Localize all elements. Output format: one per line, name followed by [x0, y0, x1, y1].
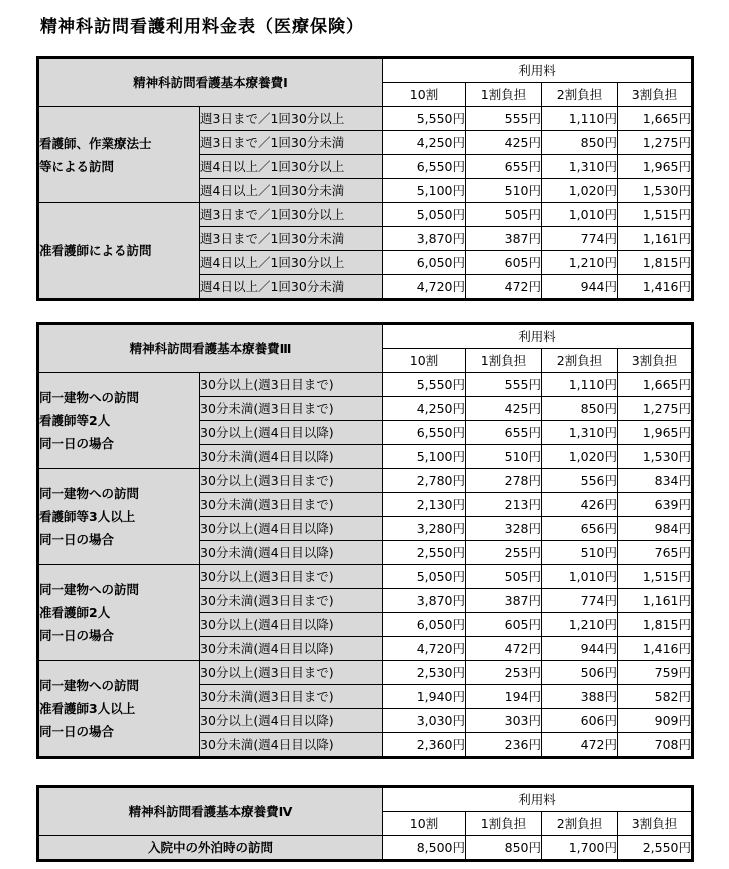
fee-cell: 944円	[542, 637, 618, 661]
fee-cell: 1,965円	[618, 155, 693, 179]
fee-cell: 759円	[618, 661, 693, 685]
fee-table-1	[36, 56, 694, 301]
usage-fee-header: 利用料	[383, 58, 693, 83]
fee-cell: 425円	[466, 397, 542, 421]
group-label-line: 准看護師2人	[39, 605, 111, 620]
fee-cell: 2,360円	[383, 733, 466, 758]
fee-cell: 5,100円	[383, 445, 466, 469]
group-label	[38, 469, 200, 565]
fee-cell: 774円	[542, 589, 618, 613]
fee-cell: 1,210円	[542, 613, 618, 637]
row-label: 入院中の外泊時の訪問	[38, 836, 383, 861]
condition-cell: 週4日以上／1回30分以上	[200, 251, 383, 275]
fee-cell: 1,416円	[618, 637, 693, 661]
fee-cell: 1,665円	[618, 107, 693, 131]
column-header: 3割負担	[618, 83, 693, 107]
column-header: 2割負担	[542, 83, 618, 107]
fee-cell: 1,010円	[542, 203, 618, 227]
fee-cell: 834円	[618, 469, 693, 493]
condition-cell: 30分以上(週3日目まで)	[200, 469, 383, 493]
fee-cell: 1,310円	[542, 421, 618, 445]
group-label	[38, 107, 200, 203]
group-label-line: 同一日の場合	[39, 724, 115, 739]
fee-cell: 387円	[466, 589, 542, 613]
fee-cell: 1,110円	[542, 107, 618, 131]
fee-cell: 555円	[466, 373, 542, 397]
condition-cell: 30分未満(週3日目まで)	[200, 589, 383, 613]
fee-cell: 6,050円	[383, 613, 466, 637]
fee-cell: 850円	[542, 131, 618, 155]
condition-cell: 30分未満(週4日目以降)	[200, 541, 383, 565]
fee-cell: 236円	[466, 733, 542, 758]
table-row	[38, 469, 693, 493]
fee-cell: 1,530円	[618, 445, 693, 469]
fee-cell: 656円	[542, 517, 618, 541]
fee-cell: 3,870円	[383, 227, 466, 251]
column-header: 1割負担	[466, 83, 542, 107]
fee-cell: 909円	[618, 709, 693, 733]
fee-cell: 2,780円	[383, 469, 466, 493]
fee-cell: 8,500円	[383, 836, 466, 861]
column-header: 2割負担	[542, 349, 618, 373]
fee-cell: 194円	[466, 685, 542, 709]
fee-cell: 655円	[466, 421, 542, 445]
section-title: 精神科訪問看護基本療養費Ⅰ	[38, 58, 383, 107]
fee-cell: 1,416円	[618, 275, 693, 300]
column-header: 10割	[383, 83, 466, 107]
fee-cell: 639円	[618, 493, 693, 517]
fee-cell: 944円	[542, 275, 618, 300]
fee-cell: 1,275円	[618, 397, 693, 421]
fee-cell: 5,550円	[383, 373, 466, 397]
fee-cell: 426円	[542, 493, 618, 517]
fee-cell: 1,815円	[618, 613, 693, 637]
fee-cell: 253円	[466, 661, 542, 685]
fee-cell: 1,110円	[542, 373, 618, 397]
group-label-line: 准看護師3人以上	[39, 701, 136, 716]
group-label-line: 看護師等3人以上	[39, 509, 136, 524]
fee-cell: 510円	[542, 541, 618, 565]
column-header: 1割負担	[466, 349, 542, 373]
fee-cell: 255円	[466, 541, 542, 565]
fee-cell: 850円	[466, 836, 542, 861]
condition-cell: 30分未満(週3日目まで)	[200, 685, 383, 709]
fee-cell: 850円	[542, 397, 618, 421]
fee-cell: 1,530円	[618, 179, 693, 203]
condition-cell: 週3日まで／1回30分未満	[200, 227, 383, 251]
group-label-line: 准看護師による訪問	[39, 243, 152, 258]
column-header: 3割負担	[618, 349, 693, 373]
fee-cell: 774円	[542, 227, 618, 251]
group-label-line: 同一日の場合	[39, 436, 115, 451]
group-label-line: 看護師、作業療法士	[39, 135, 152, 151]
group-label	[38, 661, 200, 758]
column-header: 3割負担	[618, 812, 693, 836]
usage-fee-header: 利用料	[383, 787, 693, 812]
condition-cell: 30分未満(週4日目以降)	[200, 637, 383, 661]
table-row	[38, 565, 693, 589]
fee-cell: 1,940円	[383, 685, 466, 709]
fee-table-3	[36, 322, 694, 759]
fee-cell: 2,130円	[383, 493, 466, 517]
fee-cell: 5,100円	[383, 179, 466, 203]
condition-cell: 週4日以上／1回30分未満	[200, 179, 383, 203]
fee-cell: 984円	[618, 517, 693, 541]
fee-cell: 1,515円	[618, 203, 693, 227]
group-label-line: 同一建物への訪問	[39, 678, 140, 693]
condition-cell: 30分以上(週4日目以降)	[200, 709, 383, 733]
condition-cell: 週3日まで／1回30分以上	[200, 203, 383, 227]
fee-cell: 425円	[466, 131, 542, 155]
group-label-line: 同一建物への訪問	[39, 486, 140, 501]
fee-cell: 472円	[542, 733, 618, 758]
table-row	[38, 203, 693, 227]
fee-cell: 655円	[466, 155, 542, 179]
fee-cell: 1,010円	[542, 565, 618, 589]
condition-cell: 30分以上(週3日目まで)	[200, 373, 383, 397]
condition-cell: 30分未満(週3日目まで)	[200, 397, 383, 421]
fee-cell: 1,275円	[618, 131, 693, 155]
usage-fee-header: 利用料	[383, 324, 693, 349]
condition-cell: 週3日まで／1回30分未満	[200, 131, 383, 155]
fee-cell: 6,550円	[383, 155, 466, 179]
fee-cell: 1,515円	[618, 565, 693, 589]
fee-cell: 510円	[466, 445, 542, 469]
group-label-line: 同一建物への訪問	[39, 390, 140, 405]
fee-cell: 3,870円	[383, 589, 466, 613]
fee-cell: 4,720円	[383, 275, 466, 300]
fee-cell: 388円	[542, 685, 618, 709]
fee-table-4	[36, 785, 694, 862]
fee-cell: 765円	[618, 541, 693, 565]
column-header: 10割	[383, 349, 466, 373]
condition-cell: 週4日以上／1回30分未満	[200, 275, 383, 300]
table-row	[38, 107, 693, 131]
group-label-line: 同一建物への訪問	[39, 582, 140, 597]
fee-cell: 606円	[542, 709, 618, 733]
condition-cell: 30分以上(週4日目以降)	[200, 517, 383, 541]
fee-cell: 1,815円	[618, 251, 693, 275]
page-title: 精神科訪問看護利用料金表（医療保険）	[40, 17, 364, 37]
fee-cell: 5,550円	[383, 107, 466, 131]
fee-cell: 1,161円	[618, 589, 693, 613]
fee-cell: 1,700円	[542, 836, 618, 861]
condition-cell: 週4日以上／1回30分以上	[200, 155, 383, 179]
table-row	[38, 836, 693, 861]
fee-cell: 328円	[466, 517, 542, 541]
fee-cell: 505円	[466, 565, 542, 589]
condition-cell: 30分未満(週3日目まで)	[200, 493, 383, 517]
fee-cell: 605円	[466, 613, 542, 637]
fee-cell: 2,550円	[618, 836, 693, 861]
group-label	[38, 203, 200, 300]
table-row	[38, 661, 693, 685]
condition-cell: 30分以上(週4日目以降)	[200, 421, 383, 445]
fee-cell: 387円	[466, 227, 542, 251]
fee-cell: 2,550円	[383, 541, 466, 565]
header-row	[38, 324, 693, 349]
fee-cell: 6,550円	[383, 421, 466, 445]
fee-cell: 1,210円	[542, 251, 618, 275]
fee-cell: 5,050円	[383, 203, 466, 227]
group-label-line: 看護師等2人	[39, 413, 111, 428]
fee-cell: 3,280円	[383, 517, 466, 541]
fee-cell: 2,530円	[383, 661, 466, 685]
header-row	[38, 58, 693, 83]
fee-cell: 5,050円	[383, 565, 466, 589]
fee-cell: 4,250円	[383, 397, 466, 421]
column-header: 10割	[383, 812, 466, 836]
fee-cell: 708円	[618, 733, 693, 758]
section-title: 精神科訪問看護基本療養費Ⅳ	[38, 787, 383, 836]
fee-cell: 505円	[466, 203, 542, 227]
fee-cell: 472円	[466, 275, 542, 300]
condition-cell: 30分以上(週4日目以降)	[200, 613, 383, 637]
fee-cell: 555円	[466, 107, 542, 131]
fee-cell: 278円	[466, 469, 542, 493]
fee-cell: 1,310円	[542, 155, 618, 179]
group-label-line: 同一日の場合	[39, 532, 115, 547]
fee-cell: 1,665円	[618, 373, 693, 397]
fee-cell: 510円	[466, 179, 542, 203]
fee-cell: 303円	[466, 709, 542, 733]
fee-cell: 4,250円	[383, 131, 466, 155]
condition-cell: 30分以上(週3日目まで)	[200, 565, 383, 589]
fee-cell: 3,030円	[383, 709, 466, 733]
fee-cell: 213円	[466, 493, 542, 517]
condition-cell: 週3日まで／1回30分以上	[200, 107, 383, 131]
fee-cell: 4,720円	[383, 637, 466, 661]
column-header: 1割負担	[466, 812, 542, 836]
fee-cell: 1,020円	[542, 445, 618, 469]
column-header: 2割負担	[542, 812, 618, 836]
group-label-line: 等による訪問	[39, 158, 115, 174]
condition-cell: 30分未満(週4日目以降)	[200, 733, 383, 758]
fee-cell: 556円	[542, 469, 618, 493]
fee-cell: 6,050円	[383, 251, 466, 275]
group-label-line: 同一日の場合	[39, 628, 115, 643]
header-row	[38, 787, 693, 812]
group-label	[38, 373, 200, 469]
table-row	[38, 373, 693, 397]
fee-cell: 1,161円	[618, 227, 693, 251]
fee-cell: 605円	[466, 251, 542, 275]
fee-cell: 472円	[466, 637, 542, 661]
fee-cell: 1,020円	[542, 179, 618, 203]
fee-cell: 582円	[618, 685, 693, 709]
fee-cell: 1,965円	[618, 421, 693, 445]
section-title: 精神科訪問看護基本療養費Ⅲ	[38, 324, 383, 373]
condition-cell: 30分未満(週4日目以降)	[200, 445, 383, 469]
condition-cell: 30分以上(週3日目まで)	[200, 661, 383, 685]
fee-cell: 506円	[542, 661, 618, 685]
group-label	[38, 565, 200, 661]
